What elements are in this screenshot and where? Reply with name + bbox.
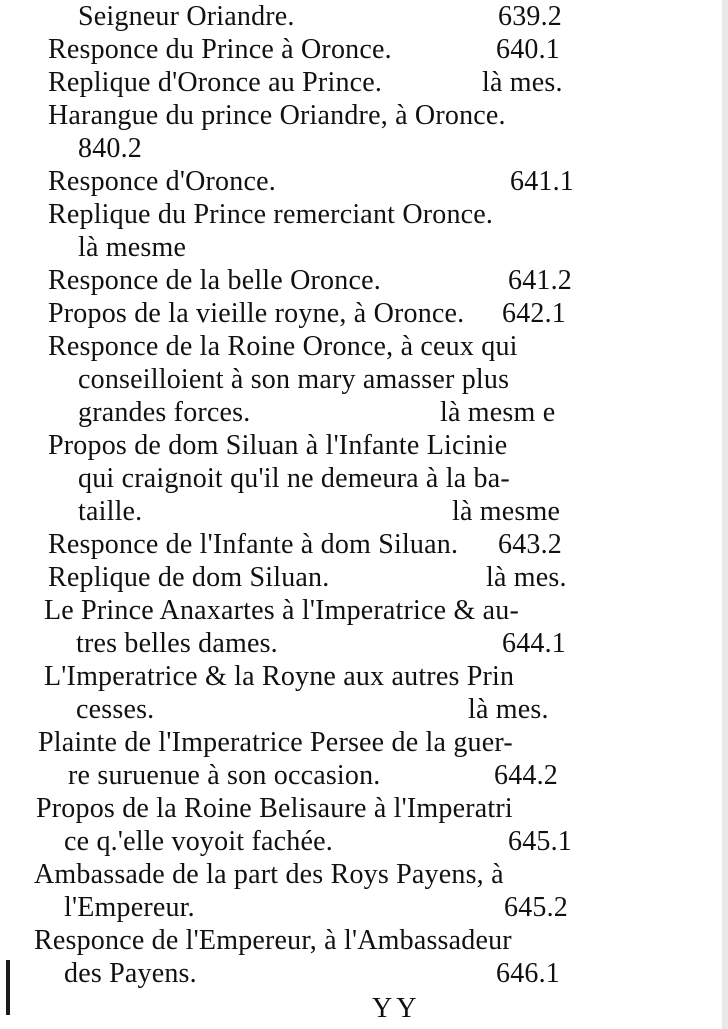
entry-title: ce q.'elle voyoit fachée. [64, 826, 333, 857]
entry-page: 641.2 [508, 265, 572, 296]
entry-title: des Payens. [64, 958, 197, 989]
entry-page: 644.1 [502, 628, 566, 659]
toc-line [36, 792, 513, 826]
entry-page: là mes. [468, 694, 549, 725]
entry-title: Responce du Prince à Oronce. [48, 34, 392, 65]
toc-page-ref [496, 957, 560, 991]
toc-page-ref [508, 825, 572, 859]
entry-page: là mesm e [440, 397, 556, 428]
entry-title: Responce de la belle Oronce. [48, 265, 381, 296]
toc-page-ref [486, 561, 567, 595]
entry-title: là mesme [78, 232, 187, 263]
toc-line [78, 462, 510, 496]
entry-title: Replique d'Oronce au Prince. [48, 67, 383, 98]
toc-line [48, 264, 381, 298]
toc-page-ref [468, 693, 549, 727]
entry-title: Replique du Prince remerciant Oronce. [48, 199, 494, 230]
entry-title: re suruenue à son occasion. [68, 760, 381, 791]
toc-line [78, 0, 295, 34]
entry-page: 646.1 [496, 958, 560, 989]
entry-title: qui craignoit qu'il ne demeura à la ba- [78, 463, 510, 494]
toc-line [78, 363, 509, 397]
toc-line [48, 297, 464, 331]
entry-page: 641.1 [510, 166, 574, 197]
toc-page-ref [502, 627, 566, 661]
toc-line [48, 198, 493, 232]
toc-line [64, 825, 333, 859]
entry-title: taille. [78, 496, 143, 527]
gutter-mark [6, 960, 10, 1015]
toc-line [64, 891, 195, 925]
entry-title: Propos de dom Siluan à l'Infante Licinie [48, 430, 508, 461]
entry-title: Seigneur Oriandre. [78, 1, 295, 32]
toc-page-ref [496, 33, 560, 67]
toc-line [48, 165, 276, 199]
toc-line [48, 66, 382, 100]
toc-line [78, 495, 142, 529]
entry-title: Le Prince Anaxartes à l'Imperatrice & au- [44, 595, 520, 626]
toc-line [48, 33, 392, 67]
entry-title: conseilloient à son mary amasser plus [78, 364, 510, 395]
entry-title: Propos de la Roine Belisaure à l'Imperatri [36, 793, 513, 824]
toc-line [48, 561, 329, 595]
toc-page-ref [482, 66, 563, 100]
toc-line [64, 957, 197, 991]
toc-line [44, 594, 519, 628]
entry-title: Harangue du prince Oriandre, à Oronce. [48, 100, 506, 131]
toc-line [78, 132, 142, 166]
entry-title: grandes forces. [78, 397, 251, 428]
toc-line [34, 858, 504, 892]
entry-page: là mes. [486, 562, 567, 593]
entry-title: l'Empereur. [64, 892, 195, 923]
toc-line [34, 924, 512, 958]
toc-page-ref [508, 264, 572, 298]
toc-page-ref [510, 165, 574, 199]
toc-page-ref [498, 0, 562, 34]
entry-page: 639.2 [498, 1, 562, 32]
entry-page: 644.2 [494, 760, 558, 791]
entry-title: 840.2 [78, 133, 142, 164]
entry-page: 643.2 [498, 529, 562, 560]
toc-line [68, 759, 381, 793]
entry-page: 640.1 [496, 34, 560, 65]
entry-title: L'Imperatrice & la Royne aux autres Prin [44, 661, 515, 692]
toc-line [38, 726, 513, 760]
toc-line [76, 693, 154, 727]
toc-page-ref [452, 495, 560, 529]
toc-page-ref [498, 528, 562, 562]
toc-page-ref [502, 297, 566, 331]
entry-title: Responce de l'Empereur, à l'Ambassadeur [34, 925, 512, 956]
entry-page: là mes. [482, 67, 563, 98]
signature-mark [372, 992, 420, 1026]
entry-title: Propos de la vieille royne, à Oronce. [48, 298, 465, 329]
signature-text: YY [372, 993, 421, 1024]
entry-title: Responce d'Oronce. [48, 166, 276, 197]
entry-page: 642.1 [502, 298, 566, 329]
entry-title: Replique de dom Siluan. [48, 562, 330, 593]
toc-page-ref [440, 396, 555, 430]
entry-title: tres belles dames. [76, 628, 278, 659]
toc-line [48, 330, 518, 364]
entry-title: Responce de la Roine Oronce, à ceux qui [48, 331, 518, 362]
entry-page: là mesme [452, 496, 561, 527]
entry-page: 645.1 [508, 826, 572, 857]
toc-line [48, 528, 458, 562]
entry-title: Plainte de l'Imperatrice Persee de la guer- [38, 727, 513, 758]
page-edge [722, 0, 728, 1029]
toc-line [78, 231, 186, 265]
toc-line [48, 99, 506, 133]
toc-line [48, 429, 507, 463]
toc-page-ref [494, 759, 558, 793]
entry-page: 645.2 [504, 892, 568, 923]
entry-title: cesses. [76, 694, 155, 725]
entry-title: Responce de l'Infante à dom Siluan. [48, 529, 459, 560]
toc-page-ref [504, 891, 568, 925]
entry-title: Ambassade de la part des Roys Payens, à [34, 859, 504, 890]
toc-line [76, 627, 278, 661]
toc-line [78, 396, 250, 430]
toc-line [44, 660, 514, 694]
